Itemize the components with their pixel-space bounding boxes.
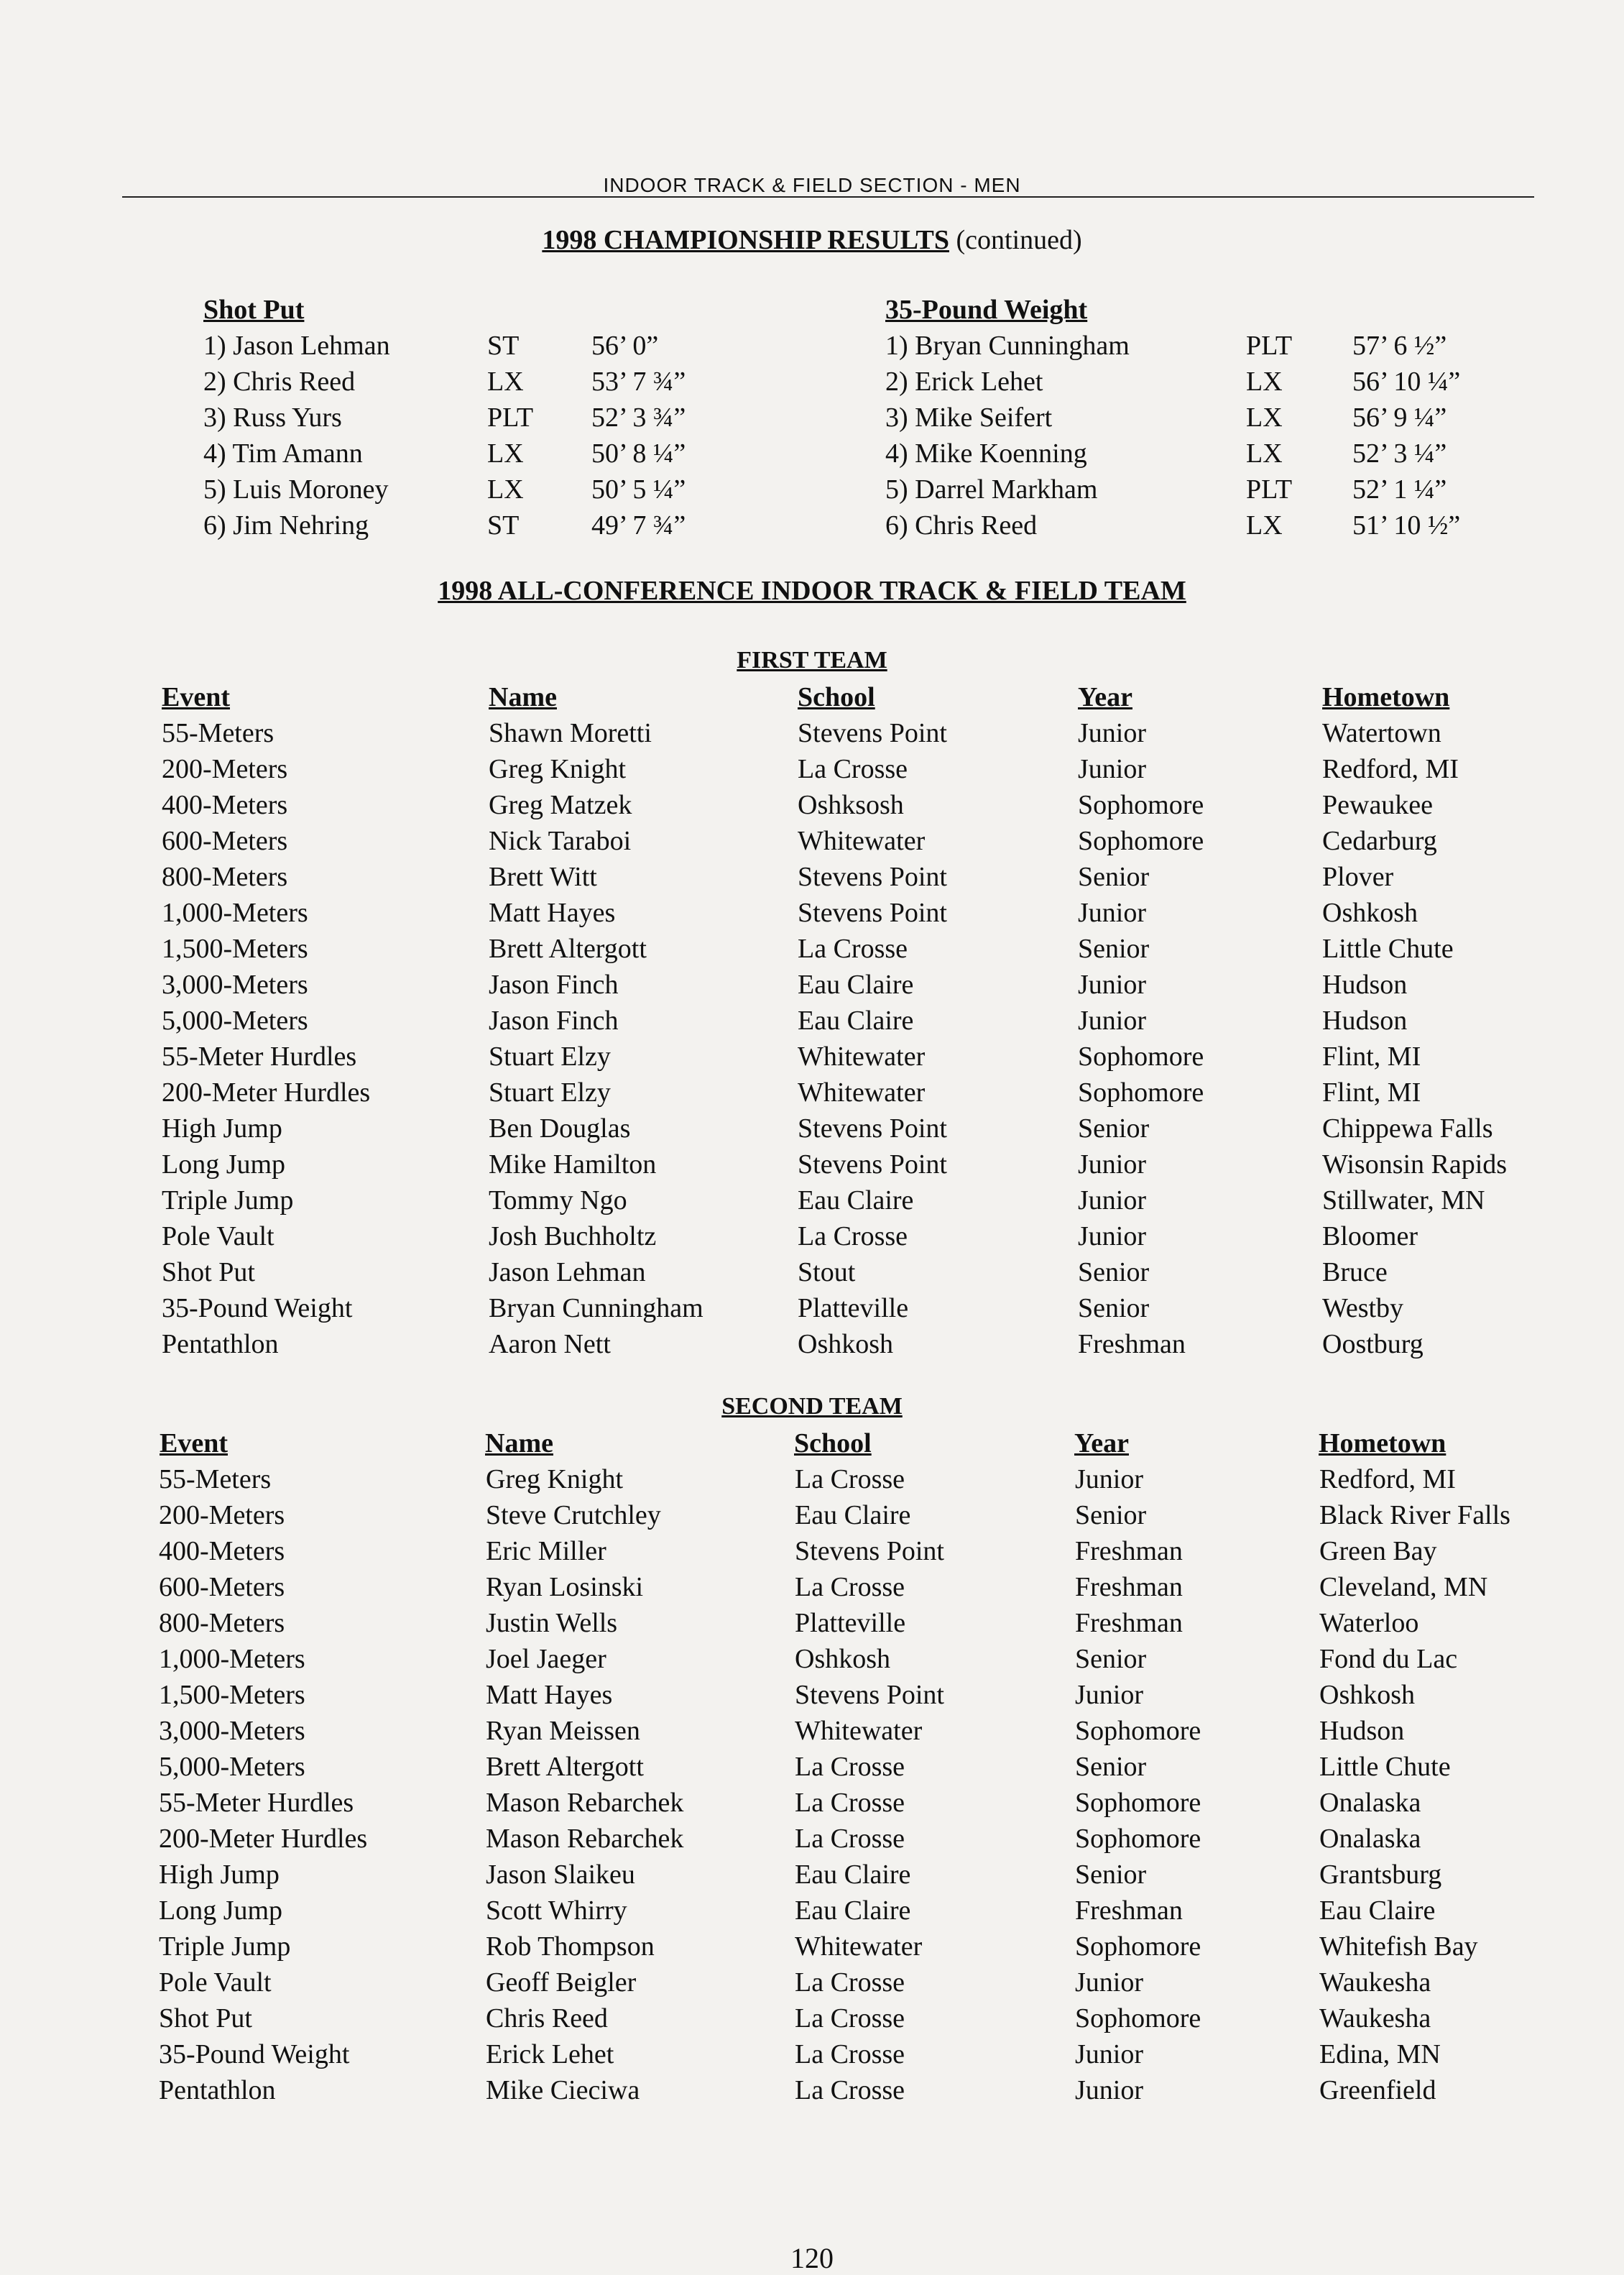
event-cell: Long Jump: [159, 1895, 283, 1926]
weight_throw-row: [885, 507, 1518, 543]
year-cell: Senior: [1075, 1860, 1147, 1890]
place-name: 4) Mike Koenning: [885, 438, 1087, 469]
year-cell: Sophomore: [1075, 1931, 1201, 1962]
hometown-cell: Whitefish Bay: [1319, 1931, 1478, 1962]
shot_put-row: [203, 400, 749, 436]
event-cell: 5,000-Meters: [159, 1752, 305, 1782]
hometown-cell: Stillwater, MN: [1322, 1185, 1485, 1215]
hometown-cell: Pewaukee: [1322, 790, 1434, 820]
name-cell: Stuart Elzy: [489, 1042, 611, 1072]
place-name: 1) Jason Lehman: [203, 331, 390, 361]
name-cell: Stuart Elzy: [489, 1077, 611, 1108]
hometown-cell: Black River Falls: [1319, 1500, 1510, 1530]
place-name: 2) Erick Lehet: [885, 367, 1043, 397]
school-cell: Oshkosh: [795, 1644, 891, 1674]
event-cell: 200-Meter Hurdles: [159, 1824, 368, 1854]
hometown-cell: Chippewa Falls: [1322, 1113, 1493, 1144]
shot_put-row: [203, 436, 749, 472]
hometown-cell: Redford, MI: [1319, 1464, 1456, 1494]
event-cell: 800-Meters: [159, 1608, 285, 1638]
weight_throw-row: [885, 364, 1518, 400]
event-cell: 55-Meter Hurdles: [159, 1788, 354, 1818]
school-code: LX: [1246, 403, 1283, 433]
name-cell: Mike Cieciwa: [486, 2075, 640, 2105]
name-header: Name: [485, 1428, 553, 1458]
school-cell: La Crosse: [795, 1572, 905, 1602]
name-cell: Aaron Nett: [489, 1329, 611, 1359]
school-cell: La Crosse: [795, 1464, 905, 1494]
school-cell: La Crosse: [795, 2003, 905, 2033]
name-cell: Ryan Losinski: [486, 1572, 644, 1602]
school-cell: Eau Claire: [795, 1895, 911, 1926]
name-cell: Mason Rebarchek: [486, 1788, 684, 1818]
name-cell: Brett Witt: [489, 862, 597, 892]
year-cell: Senior: [1078, 1293, 1150, 1323]
name-cell: Chris Reed: [486, 2003, 608, 2033]
school-cell: Whitewater: [798, 1042, 926, 1072]
place-name: 4) Tim Amann: [203, 438, 363, 469]
hometown-cell: Edina, MN: [1319, 2039, 1441, 2069]
hometown-cell: Flint, MI: [1322, 1042, 1421, 1072]
year-cell: Sophomore: [1075, 2003, 1201, 2033]
place-name: 3) Russ Yurs: [203, 403, 342, 433]
school-code: ST: [487, 331, 520, 361]
weight-throw-results: [885, 292, 1518, 543]
school-cell: Whitewater: [795, 1716, 923, 1746]
year-cell: Sophomore: [1078, 826, 1204, 856]
event-cell: 35-Pound Weight: [162, 1293, 353, 1323]
year-header: Year: [1078, 682, 1132, 712]
shot-put-title: Shot Put: [203, 295, 305, 325]
name-cell: Scott Whirry: [486, 1895, 627, 1926]
year-cell: Freshman: [1075, 1895, 1183, 1926]
name-cell: Nick Taraboi: [489, 826, 632, 856]
hometown-cell: Bruce: [1322, 1257, 1388, 1287]
school-cell: La Crosse: [795, 2039, 905, 2069]
shot_put-row: [203, 364, 749, 400]
name-cell: Ben Douglas: [489, 1113, 631, 1144]
name-cell: Mason Rebarchek: [486, 1824, 684, 1854]
mark: 52’ 3 ¼”: [1352, 438, 1447, 469]
place-name: 2) Chris Reed: [203, 367, 356, 397]
event-cell: Long Jump: [162, 1149, 286, 1180]
second-team-title: SECOND TEAM: [721, 1393, 903, 1420]
year-cell: Junior: [1078, 718, 1146, 748]
name-cell: Ryan Meissen: [486, 1716, 640, 1746]
hometown-cell: Little Chute: [1319, 1752, 1451, 1782]
school-cell: La Crosse: [795, 1824, 905, 1854]
school-cell: La Crosse: [798, 754, 908, 784]
school-cell: La Crosse: [795, 2075, 905, 2105]
school-cell: Eau Claire: [798, 970, 914, 1000]
school-code: PLT: [1246, 474, 1293, 505]
school-code: LX: [487, 367, 524, 397]
year-cell: Senior: [1078, 1113, 1150, 1144]
year-cell: Junior: [1078, 1006, 1146, 1036]
mark: 53’ 7 ¾”: [591, 367, 686, 397]
school-code: ST: [487, 510, 520, 541]
hometown-cell: Grantsburg: [1319, 1860, 1442, 1890]
name-cell: Matt Hayes: [486, 1680, 613, 1710]
weight_throw-row: [885, 400, 1518, 436]
school-cell: Whitewater: [798, 826, 926, 856]
event-cell: Pentathlon: [162, 1329, 279, 1359]
name-cell: Geoff Beigler: [486, 1967, 637, 1998]
event-cell: High Jump: [159, 1860, 280, 1890]
name-cell: Steve Crutchley: [486, 1500, 661, 1530]
hometown-header: Hometown: [1319, 1428, 1447, 1458]
year-cell: Junior: [1078, 1149, 1146, 1180]
mark: 50’ 5 ¼”: [591, 474, 686, 505]
school-cell: Eau Claire: [795, 1500, 911, 1530]
event-cell: 1,000-Meters: [159, 1644, 305, 1674]
year-cell: Sophomore: [1078, 1042, 1204, 1072]
hometown-cell: Hudson: [1322, 1006, 1408, 1036]
event-cell: Triple Jump: [162, 1185, 294, 1215]
school-cell: Platteville: [795, 1608, 906, 1638]
event-cell: Pentathlon: [159, 2075, 276, 2105]
mark: 52’ 1 ¼”: [1352, 474, 1447, 505]
event-cell: Shot Put: [162, 1257, 255, 1287]
event-cell: 600-Meters: [159, 1572, 285, 1602]
place-name: 5) Luis Moroney: [203, 474, 389, 505]
year-cell: Junior: [1075, 1967, 1143, 1998]
year-cell: Freshman: [1075, 1536, 1183, 1566]
name-header: Name: [489, 682, 557, 712]
school-cell: Oshksosh: [798, 790, 904, 820]
shot-put-results: [203, 292, 749, 543]
school-code: LX: [1246, 438, 1283, 469]
year-cell: Junior: [1078, 1221, 1146, 1251]
year-cell: Sophomore: [1075, 1788, 1201, 1818]
place-name: 6) Chris Reed: [885, 510, 1038, 541]
school-cell: Stevens Point: [798, 862, 947, 892]
school-header: School: [798, 682, 875, 712]
place-name: 5) Darrel Markham: [885, 474, 1098, 505]
name-cell: Erick Lehet: [486, 2039, 614, 2069]
event-cell: 35-Pound Weight: [159, 2039, 350, 2069]
name-cell: Jason Finch: [489, 1006, 619, 1036]
school-cell: Stevens Point: [795, 1680, 944, 1710]
event-cell: 3,000-Meters: [159, 1716, 305, 1746]
name-cell: Tommy Ngo: [489, 1185, 627, 1215]
hometown-cell: Green Bay: [1319, 1536, 1437, 1566]
school-cell: Eau Claire: [798, 1006, 914, 1036]
first-team-title: FIRST TEAM: [737, 647, 887, 674]
hometown-cell: Watertown: [1322, 718, 1441, 748]
hometown-cell: Oostburg: [1322, 1329, 1424, 1359]
school-cell: Stevens Point: [798, 898, 947, 928]
event-cell: 55-Meter Hurdles: [162, 1042, 357, 1072]
year-cell: Junior: [1078, 754, 1146, 784]
event-cell: 200-Meters: [159, 1500, 285, 1530]
mark: 49’ 7 ¾”: [591, 510, 686, 541]
header-rule: [122, 196, 1534, 198]
hometown-header: Hometown: [1322, 682, 1450, 712]
hometown-cell: Onalaska: [1319, 1824, 1421, 1854]
hometown-cell: Waukesha: [1319, 2003, 1431, 2033]
place-name: 1) Bryan Cunningham: [885, 331, 1130, 361]
name-cell: Josh Buchholtz: [489, 1221, 657, 1251]
name-cell: Joel Jaeger: [486, 1644, 606, 1674]
name-cell: Brett Altergott: [489, 934, 647, 964]
hometown-cell: Hudson: [1319, 1716, 1405, 1746]
school-cell: Stevens Point: [795, 1536, 944, 1566]
mark: 50’ 8 ¼”: [591, 438, 686, 469]
year-cell: Freshman: [1078, 1329, 1186, 1359]
school-cell: La Crosse: [795, 1752, 905, 1782]
event-cell: Shot Put: [159, 2003, 252, 2033]
name-cell: Matt Hayes: [489, 898, 616, 928]
weight_throw-row: [885, 436, 1518, 472]
school-cell: Stevens Point: [798, 718, 947, 748]
name-cell: Jason Finch: [489, 970, 619, 1000]
hometown-cell: Oshkosh: [1319, 1680, 1416, 1710]
event-cell: 200-Meter Hurdles: [162, 1077, 371, 1108]
hometown-cell: Plover: [1322, 862, 1394, 892]
school-cell: Eau Claire: [795, 1860, 911, 1890]
year-cell: Junior: [1078, 1185, 1146, 1215]
name-cell: Eric Miller: [486, 1536, 606, 1566]
event-cell: 800-Meters: [162, 862, 288, 892]
all-conference-title: 1998 ALL-CONFERENCE INDOOR TRACK & FIELD TEAM: [438, 576, 1186, 606]
school-cell: Eau Claire: [798, 1185, 914, 1215]
hometown-cell: Flint, MI: [1322, 1077, 1421, 1108]
year-header: Year: [1074, 1428, 1129, 1458]
place-name: 6) Jim Nehring: [203, 510, 369, 541]
year-cell: Sophomore: [1078, 790, 1204, 820]
place-name: 3) Mike Seifert: [885, 403, 1053, 433]
hometown-cell: Eau Claire: [1319, 1895, 1436, 1926]
year-cell: Freshman: [1075, 1572, 1183, 1602]
school-cell: Oshkosh: [798, 1329, 894, 1359]
school-cell: Whitewater: [795, 1931, 923, 1962]
school-code: LX: [1246, 510, 1283, 541]
event-cell: Triple Jump: [159, 1931, 291, 1962]
year-cell: Sophomore: [1075, 1716, 1201, 1746]
mark: 56’ 0”: [591, 331, 659, 361]
event-cell: Pole Vault: [159, 1967, 272, 1998]
school-code: LX: [487, 438, 524, 469]
year-cell: Senior: [1075, 1500, 1147, 1530]
event-cell: Pole Vault: [162, 1221, 274, 1251]
school-code: PLT: [1246, 331, 1293, 361]
name-cell: Greg Matzek: [489, 790, 632, 820]
weight_throw-row: [885, 328, 1518, 364]
name-cell: Mike Hamilton: [489, 1149, 657, 1180]
event-cell: 600-Meters: [162, 826, 288, 856]
hometown-cell: Cleveland, MN: [1319, 1572, 1488, 1602]
year-cell: Senior: [1075, 1752, 1147, 1782]
year-cell: Senior: [1078, 934, 1150, 964]
year-cell: Junior: [1078, 898, 1146, 928]
event-cell: 1,000-Meters: [162, 898, 308, 928]
hometown-cell: Little Chute: [1322, 934, 1454, 964]
school-cell: Stout: [798, 1257, 856, 1287]
hometown-cell: Waukesha: [1319, 1967, 1431, 1998]
year-cell: Junior: [1075, 1464, 1143, 1494]
mark: 57’ 6 ½”: [1352, 331, 1447, 361]
event-cell: 55-Meters: [162, 718, 274, 748]
hometown-cell: Redford, MI: [1322, 754, 1459, 784]
name-cell: Bryan Cunningham: [489, 1293, 703, 1323]
name-cell: Greg Knight: [486, 1464, 624, 1494]
name-cell: Justin Wells: [486, 1608, 618, 1638]
hometown-cell: Greenfield: [1319, 2075, 1436, 2105]
school-cell: Whitewater: [798, 1077, 926, 1108]
year-cell: Senior: [1078, 862, 1150, 892]
weight_throw-row: [885, 472, 1518, 507]
event-cell: 5,000-Meters: [162, 1006, 308, 1036]
year-cell: Senior: [1075, 1644, 1147, 1674]
event-cell: 3,000-Meters: [162, 970, 308, 1000]
hometown-cell: Fond du Lac: [1319, 1644, 1458, 1674]
school-cell: La Crosse: [798, 1221, 908, 1251]
hometown-cell: Cedarburg: [1322, 826, 1437, 856]
year-cell: Junior: [1078, 970, 1146, 1000]
event-cell: 400-Meters: [162, 790, 288, 820]
page-number: 120: [790, 2242, 834, 2274]
event-header: Event: [162, 682, 230, 712]
school-cell: Platteville: [798, 1293, 909, 1323]
event-cell: 1,500-Meters: [162, 934, 308, 964]
year-cell: Sophomore: [1078, 1077, 1204, 1108]
event-cell: 1,500-Meters: [159, 1680, 305, 1710]
mark: 52’ 3 ¾”: [591, 403, 686, 433]
school-cell: La Crosse: [795, 1967, 905, 1998]
year-cell: Sophomore: [1075, 1824, 1201, 1854]
school-header: School: [794, 1428, 872, 1458]
hometown-cell: Oshkosh: [1322, 898, 1418, 928]
year-cell: Junior: [1075, 2075, 1143, 2105]
shot_put-row: [203, 507, 749, 543]
name-cell: Brett Altergott: [486, 1752, 644, 1782]
hometown-cell: Waterloo: [1319, 1608, 1419, 1638]
championship-title: 1998 CHAMPIONSHIP RESULTS (continued): [542, 225, 1082, 255]
shot_put-row: [203, 472, 749, 507]
year-cell: Senior: [1078, 1257, 1150, 1287]
mark: 56’ 9 ¼”: [1352, 403, 1447, 433]
hometown-cell: Wisonsin Rapids: [1322, 1149, 1508, 1180]
event-cell: High Jump: [162, 1113, 282, 1144]
shot_put-row: [203, 328, 749, 364]
school-cell: La Crosse: [798, 934, 908, 964]
school-code: LX: [487, 474, 524, 505]
school-cell: La Crosse: [795, 1788, 905, 1818]
weight-throw-title: 35-Pound Weight: [885, 295, 1088, 325]
year-cell: Junior: [1075, 1680, 1143, 1710]
hometown-cell: Bloomer: [1322, 1221, 1418, 1251]
name-cell: Jason Lehman: [489, 1257, 646, 1287]
event-cell: 55-Meters: [159, 1464, 272, 1494]
school-code: PLT: [487, 403, 534, 433]
name-cell: Greg Knight: [489, 754, 627, 784]
event-cell: 400-Meters: [159, 1536, 285, 1566]
hometown-cell: Hudson: [1322, 970, 1408, 1000]
name-cell: Shawn Moretti: [489, 718, 652, 748]
mark: 51’ 10 ½”: [1352, 510, 1461, 541]
year-cell: Freshman: [1075, 1608, 1183, 1638]
school-cell: Stevens Point: [798, 1149, 947, 1180]
event-header: Event: [160, 1428, 228, 1458]
name-cell: Rob Thompson: [486, 1931, 655, 1962]
hometown-cell: Onalaska: [1319, 1788, 1421, 1818]
year-cell: Junior: [1075, 2039, 1143, 2069]
hometown-cell: Westby: [1322, 1293, 1404, 1323]
section-header: INDOOR TRACK & FIELD SECTION - MEN: [0, 174, 1624, 197]
school-code: LX: [1246, 367, 1283, 397]
school-cell: Stevens Point: [798, 1113, 947, 1144]
name-cell: Jason Slaikeu: [486, 1860, 635, 1890]
event-cell: 200-Meters: [162, 754, 288, 784]
mark: 56’ 10 ¼”: [1352, 367, 1461, 397]
